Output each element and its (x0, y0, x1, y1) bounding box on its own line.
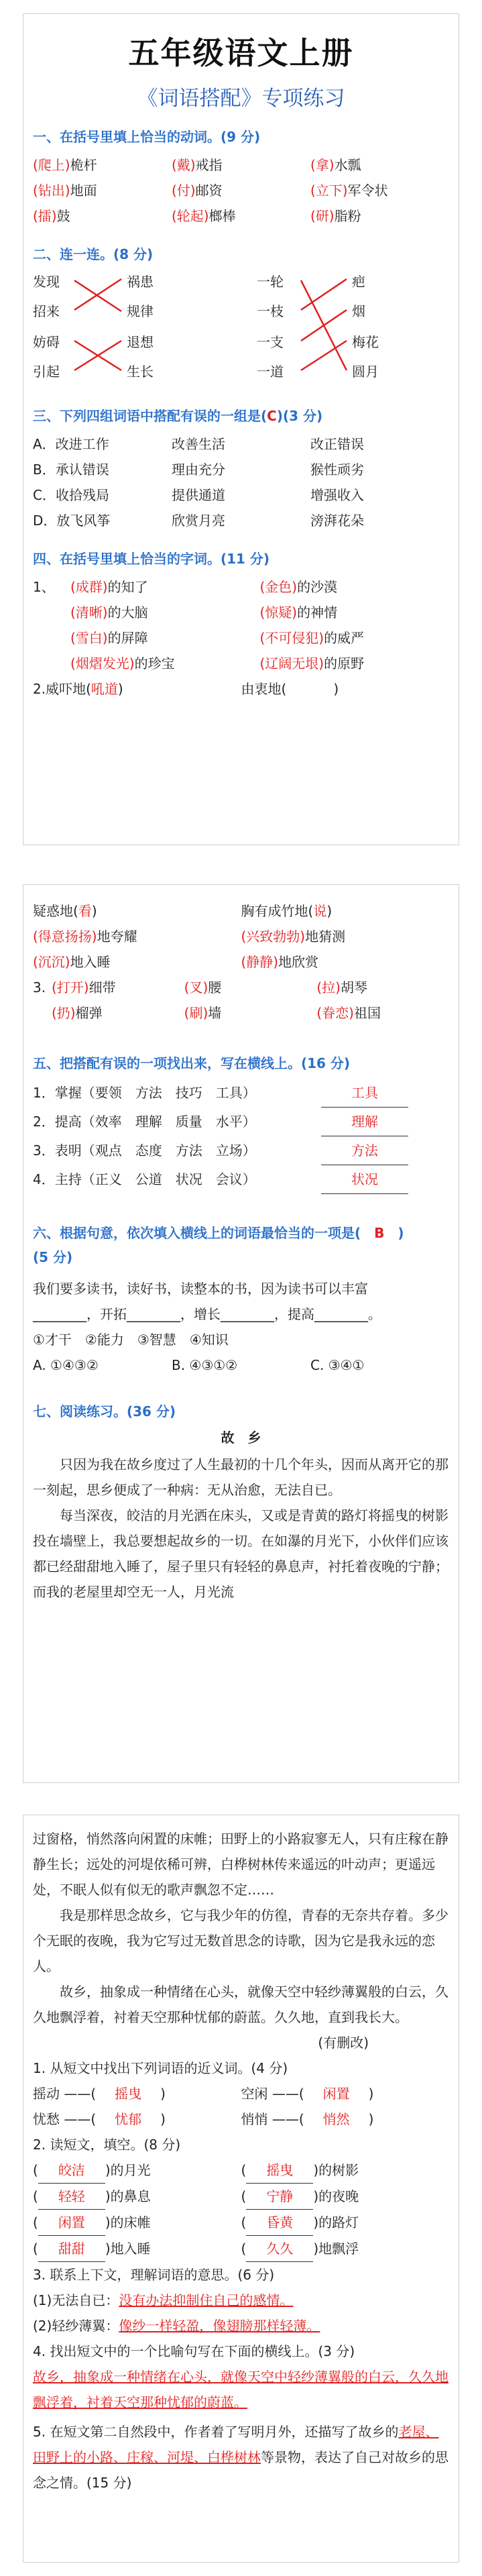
word: 空闲 (241, 2086, 268, 2102)
section-1-row (33, 203, 449, 229)
answer: 甜甜 (38, 2236, 105, 2262)
prompt: 5. 在短文第二自然段中，作者着了写明月外，还描写了故乡的 (33, 2424, 399, 2440)
word: 悄悄 (241, 2111, 268, 2127)
word: 的夜晚 (318, 2188, 359, 2204)
section-1-heading: 一、在括号里填上恰当的动词。(9 分) (33, 129, 261, 145)
word: 墙 (208, 1005, 222, 1021)
section-4-row (33, 600, 449, 625)
answer: 皎洁 (38, 2157, 105, 2184)
story-paragraph: 故乡，抽象成一种情绪在心头，就像天空中轻纱薄翼般的白云，久久地飘浮着，衬着天空那种忧郁的蔚蓝。久久地，直到我长大。 (33, 1984, 448, 2025)
word: 的知了 (107, 579, 148, 595)
match-right-word: 一道 (257, 364, 284, 380)
section-1-row (33, 152, 449, 178)
answer: (不可侵犯) (259, 630, 324, 646)
word: 的屏障 (107, 630, 148, 646)
question: 1．掌握（要领 方法 技巧 工具） (33, 1085, 256, 1101)
prompt: (1)无法自已： (33, 2292, 119, 2308)
answer: (爬上) (33, 157, 70, 173)
question-3-a (33, 2288, 449, 2313)
prompt: ) (326, 903, 333, 919)
answer: 方法 (321, 1136, 408, 1165)
prompt: 2.威吓地( (33, 681, 91, 697)
matching-exercise (33, 270, 449, 390)
heading-text: 六、根据句意，依次填入横线上的词语最恰当的一项是( (33, 1225, 361, 1241)
answer: (叉) (184, 979, 208, 996)
answer: (擂) (33, 208, 57, 224)
answer: 闲置 (322, 2086, 350, 2102)
match-line (74, 280, 121, 311)
item-number: 3. (33, 979, 46, 996)
word: 细带 (88, 979, 116, 996)
worksheet-page-1 (23, 13, 459, 845)
synonym-row: 忧愁 ——( 忧郁 ) 悄悄 ——( 悄然 ) (33, 2106, 449, 2132)
word: 胡琴 (340, 979, 367, 996)
section-5-item (33, 1136, 449, 1165)
section-5-heading: 五、把搭配有误的一项找出来，写在横线上。(16 分) (33, 1055, 351, 1071)
option-cell: D．放飞风筝 (33, 513, 111, 529)
answer: (打开) (52, 979, 89, 996)
answer: (眷恋) (316, 1005, 354, 1021)
section-4-row (33, 574, 449, 600)
word: 桅杆 (70, 157, 97, 173)
match-left-word: 妨碍 (33, 334, 60, 350)
match-right-word: 疤 (352, 274, 365, 290)
match-left-word: 规律 (127, 303, 154, 319)
word: 地夸耀 (97, 928, 137, 945)
section-5-item (33, 1108, 449, 1136)
word: 的床帷 (110, 2214, 151, 2231)
word: 的威严 (324, 630, 365, 646)
option-cell: 改正错误 (310, 436, 364, 452)
section-4-row (33, 625, 449, 651)
story-paragraph: 每当深夜，皎洁的月光洒在床头，又或是青黄的路灯将摇曳的树影投在墙壁上，我总要想起故乡的一切。在如瀑的月光下，小伙伴们应该都已经甜甜地入睡了，屋子里只有轻轻的鼻息声，衬托着夜晚的宁静；而我的老屋里却空无一人，月光流 (33, 1507, 448, 1600)
answer: (戴) (172, 157, 196, 173)
match-right-word: 梅花 (352, 334, 379, 350)
section-5-item (33, 1165, 449, 1194)
answer: 宁静 (246, 2184, 313, 2210)
option-cell: C．收拾残局 (33, 487, 109, 503)
option-cell: 欣赏月亮 (172, 513, 225, 529)
answer: 悄然 (322, 2111, 350, 2127)
match-line (74, 279, 121, 310)
option-cell: 理由充分 (172, 462, 225, 478)
word: 腰 (208, 979, 222, 996)
answer: (静静) (241, 954, 279, 970)
fill-row: ( 闲置 )的床帷 ( 昏黄 )的路灯 (33, 2210, 449, 2236)
option-cell: 猴性顽劣 (310, 462, 364, 478)
answer: (沉沉) (33, 954, 70, 970)
question-sentence: 我们要多读书，读好书，读整本的书，因为读书可以丰富 (33, 1281, 368, 1297)
question-2: 2. 读短文，填空。(8 分) (33, 2137, 181, 2153)
answer: (兴致勃勃) (241, 928, 306, 945)
word: 榴弹 (75, 1005, 103, 1021)
prompt: ) (117, 681, 123, 697)
question-3: 3. 联系上下文，理解词语的意思。(6 分) (33, 2267, 275, 2283)
answer: 久久 (246, 2236, 313, 2262)
section-1-row (33, 178, 449, 203)
synonym-row: 摇动 ——( 摇曳 ) 空闲 ——( 闲置 ) (33, 2081, 449, 2106)
answer: 说 (313, 903, 327, 919)
answer: 昏黄 (246, 2210, 313, 2236)
answer: 吼道 (91, 681, 118, 697)
question-sentence: ________，开拓________，增长________，提高________。 (33, 1306, 381, 1322)
page-2-row-3 (33, 975, 449, 1000)
section-3-heading (33, 405, 449, 425)
answer: 轻轻 (38, 2184, 105, 2210)
fill-row: ( 甜甜 )地入睡 ( 久久 )地飘浮 (33, 2236, 449, 2262)
answer: (拉) (316, 979, 341, 996)
match-left-word: 生长 (127, 364, 154, 380)
heading-text: )(3 分) (276, 408, 323, 424)
word: 的沙漠 (297, 579, 338, 595)
word: 的月光 (110, 2162, 151, 2178)
word: 地面 (70, 182, 97, 199)
match-right-word: 一支 (257, 334, 284, 350)
option-cell: 增强收入 (310, 487, 364, 503)
word: 的鼻息 (110, 2188, 151, 2204)
answer: 看 (78, 903, 92, 919)
worksheet-page-2 (23, 884, 459, 1783)
story-paragraph: 我是那样思念故乡，它与我少年的仿徨，青春的无奈共存着。多少个无眠的夜晚，我为它写过无数首思念的诗歌，因为它是我永远的恋人。 (33, 1907, 448, 1974)
page-subtitle: 《词语搭配》专项练习 (137, 87, 345, 111)
answer: 像纱一样轻盈，像翅膀那样轻薄。 (119, 2318, 320, 2334)
word: 地飘浮 (318, 2241, 359, 2257)
answer: (刷) (184, 1005, 208, 1021)
source-note: (有删改) (318, 2035, 369, 2051)
choice: B. ④③①② (172, 1357, 238, 1373)
heading-text: 三、下列四组词语中搭配有误的一组是( (33, 408, 267, 424)
word: 地猜测 (305, 928, 346, 945)
answer: C (267, 408, 277, 424)
word: 祖国 (353, 1005, 381, 1021)
answer: 摇曳 (246, 2157, 313, 2184)
word: 鼓 (56, 208, 70, 224)
prompt: 等景物，表达了自己对故乡的思念之情。(15 分) (33, 2449, 448, 2491)
match-right-word: 烟 (352, 303, 365, 319)
word: 的路灯 (318, 2214, 359, 2231)
story-title: 故 乡 (221, 1430, 261, 1446)
word: 邮资 (195, 182, 223, 199)
answer: 理解 (321, 1108, 408, 1136)
option-cell: A．改进工作 (33, 436, 109, 452)
word: 的树影 (318, 2162, 359, 2178)
match-right-word: 一枝 (257, 303, 284, 319)
word: 水瓢 (334, 157, 361, 173)
section-3-row (33, 482, 449, 508)
section-3-row (33, 508, 449, 533)
item-number: 1、 (33, 579, 55, 595)
answer: (得意扬扬) (33, 928, 97, 945)
answer: (金色) (259, 579, 298, 595)
answer: (辽阔无垠) (259, 655, 324, 672)
question: 2．提高（效率 理解 质量 水平） (33, 1114, 256, 1130)
prompt: 疑惑地( (33, 903, 78, 919)
word: 的神情 (297, 604, 338, 621)
word: 的原野 (324, 655, 365, 672)
answer: 工具 (321, 1079, 408, 1108)
page-title: 五年级语文上册 (128, 35, 354, 71)
word: 的大脑 (107, 604, 148, 621)
question-1: 1. 从短文中找出下列词语的近义词。(4 分) (33, 2060, 288, 2076)
section-3-row (33, 431, 449, 457)
section-7-heading: 七、阅读练习。(36 分) (33, 1403, 176, 1419)
word: 忧愁 (33, 2111, 60, 2127)
page-2-line-1 (33, 898, 449, 924)
prompt: ) (333, 681, 339, 697)
match-left-word: 引起 (33, 364, 60, 380)
prompt: ) (91, 903, 97, 919)
score: (5 分) (33, 1249, 73, 1265)
answer: B (374, 1225, 385, 1241)
fill-row: ( 轻轻 )的鼻息 ( 宁静 )的夜晚 (33, 2184, 449, 2210)
choice: A. ①④③② (33, 1357, 99, 1373)
question-3-b (33, 2313, 449, 2339)
matching-lines (33, 270, 450, 390)
word: 地入睡 (110, 2241, 151, 2257)
fill-row: ( 皎洁 )的月光 ( 摇曳 )的树影 (33, 2157, 449, 2184)
answer: 闲置 (38, 2210, 105, 2236)
word: 脂粉 (334, 208, 361, 224)
answer: 没有办法抑制住自己的感情。 (119, 2292, 294, 2308)
word: 戒指 (195, 157, 223, 173)
section-4-heading: 四、在括号里填上恰当的字词。(11 分) (33, 551, 270, 567)
page-2-row (33, 924, 449, 949)
answer: (成群) (70, 579, 108, 595)
word: 摇动 (33, 2086, 60, 2102)
answer: 老屋、田野上的小路、庄稼、河堤、白桦树林 (33, 2424, 439, 2465)
section-5-item (33, 1079, 449, 1108)
choice-row (33, 1352, 449, 1378)
heading-text: ) (398, 1225, 404, 1241)
story-paragraph: 过窗格，悄然落向闲置的床帷；田野上的小路寂寥无人，只有庄稼在静静生长；远处的河堤依稀可辨，白桦树林传来遥远的叶动声；更遥远处，不眠人似有似无的歌声飘忽不定…… (33, 1831, 448, 1898)
answer: 摇曳 (115, 2086, 142, 2102)
match-right-word: 一轮 (257, 274, 284, 290)
answer: (付) (172, 182, 196, 199)
match-left-word: 招来 (33, 303, 60, 319)
answer: (惊疑) (259, 604, 298, 621)
section-6-heading (33, 1221, 449, 1269)
match-left-word: 退想 (127, 334, 154, 350)
answer: 故乡，抽象成一种情绪在心头，就像天空中轻纱薄翼般的白云，久久地飘浮着，衬着天空那种忧郁的蔚蓝。 (33, 2369, 448, 2410)
word: 的珍宝 (134, 655, 175, 672)
section-2-heading: 二、连一连。(8 分) (33, 246, 154, 262)
word: 地入睡 (70, 954, 111, 970)
word: 军令状 (347, 182, 388, 199)
option-cell: 滂湃花朵 (310, 513, 364, 529)
match-left-word: 祸患 (127, 274, 154, 290)
answer: 忧郁 (115, 2111, 142, 2127)
option-cell: 提供通道 (172, 487, 225, 503)
choice: C. ③④① (310, 1357, 365, 1373)
worksheet-page-3 (23, 1815, 459, 2563)
section-4-line-2 (33, 676, 449, 702)
section-3-row (33, 457, 449, 482)
prompt: 胸有成竹地( (241, 903, 314, 919)
story-paragraph: 只因为我在故乡度过了人生最初的十几个年头，因而从离开它的那一刻起，思乡便成了一种病：无从治愈，无法自已。 (33, 1456, 448, 1498)
page-2-row (33, 949, 449, 975)
word: 地欣赏 (278, 954, 319, 970)
option-list: ①才干 ②能力 ③智慧 ④知识 (33, 1332, 229, 1348)
answer: (清晰) (70, 604, 108, 621)
question-4: 4. 找出短文中的一个比喻句写在下面的横线上。(3 分) (33, 2343, 355, 2359)
option-cell: 改善生活 (172, 436, 225, 452)
answer: (拿) (310, 157, 335, 173)
match-line (301, 310, 347, 341)
question-5 (33, 2419, 449, 2496)
prompt: (2)轻纱薄翼： (33, 2318, 119, 2334)
page-2-row-3 (33, 1000, 449, 1026)
answer: (立下) (310, 182, 348, 199)
match-right-word: 圆月 (352, 364, 379, 380)
answer: (雪白) (70, 630, 108, 646)
match-left-word: 发现 (33, 274, 60, 290)
section-4-row (33, 651, 449, 676)
question: 3．表明（观点 态度 方法 立场） (33, 1142, 256, 1159)
answer: (轮起) (172, 208, 209, 224)
word: 榔棒 (208, 208, 236, 224)
prompt: 由衷地( (241, 681, 287, 697)
answer: (烟熠发光) (70, 655, 135, 672)
answer: (钻出) (33, 182, 70, 199)
answer: (研) (310, 208, 335, 224)
question: 4．主持（正义 公道 状况 会议） (33, 1171, 256, 1187)
option-cell: B．承认错误 (33, 462, 109, 478)
answer: (扔) (52, 1005, 76, 1021)
answer: 状况 (321, 1165, 408, 1194)
